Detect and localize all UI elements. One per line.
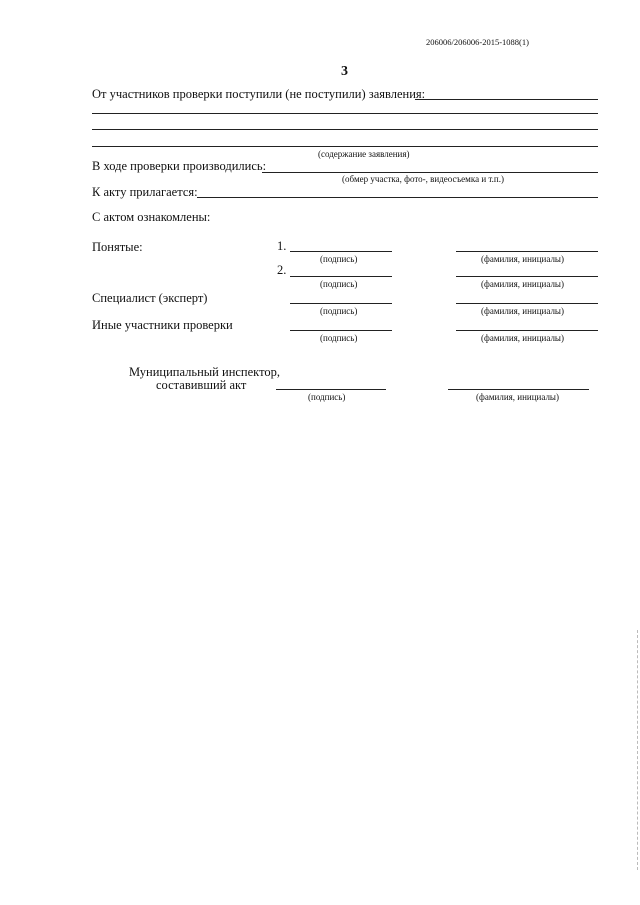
inspector-signature-line[interactable] bbox=[276, 389, 386, 390]
witness-number-2: 2. bbox=[277, 263, 287, 277]
inspector-label-line-1: Муниципальный инспектор, bbox=[129, 365, 280, 379]
witness-1-name-line[interactable] bbox=[456, 251, 598, 252]
others-label: Иные участники проверки bbox=[92, 318, 233, 332]
attached-label: К акту прилагается: bbox=[92, 185, 198, 199]
witness-2-name-line[interactable] bbox=[456, 276, 598, 277]
inspector-signature-caption: (подпись) bbox=[308, 392, 346, 402]
statements-field-line-1[interactable] bbox=[415, 99, 598, 100]
witness-1-signature-caption: (подпись) bbox=[320, 254, 358, 264]
specialist-name-line[interactable] bbox=[456, 303, 598, 304]
inspector-label-line-2: составивший акт bbox=[156, 378, 247, 392]
specialist-signature-line[interactable] bbox=[290, 303, 392, 304]
inspector-name-line[interactable] bbox=[448, 389, 589, 390]
statements-field-line-4[interactable] bbox=[92, 146, 598, 147]
witness-1-name-caption: (фамилия, инициалы) bbox=[481, 254, 564, 264]
witnesses-label: Понятые: bbox=[92, 240, 143, 254]
inspector-name-caption: (фамилия, инициалы) bbox=[476, 392, 559, 402]
document-id: 206006/206006-2015-1088(1) bbox=[426, 37, 529, 47]
witness-2-signature-caption: (подпись) bbox=[320, 279, 358, 289]
others-name-caption: (фамилия, инициалы) bbox=[481, 333, 564, 343]
others-signature-caption: (подпись) bbox=[320, 333, 358, 343]
scan-edge-mark bbox=[637, 630, 638, 870]
page-number: 3 bbox=[341, 64, 348, 79]
witness-1-signature-line[interactable] bbox=[290, 251, 392, 252]
statements-field-line-3[interactable] bbox=[92, 129, 598, 130]
acquainted-label: С актом ознакомлены: bbox=[92, 210, 211, 224]
during-check-label: В ходе проверки производились: bbox=[92, 159, 267, 173]
specialist-signature-caption: (подпись) bbox=[320, 306, 358, 316]
witness-2-name-caption: (фамилия, инициалы) bbox=[481, 279, 564, 289]
others-name-line[interactable] bbox=[456, 330, 598, 331]
statements-field-line-2[interactable] bbox=[92, 113, 598, 114]
statements-caption: (содержание заявления) bbox=[318, 149, 410, 159]
specialist-name-caption: (фамилия, инициалы) bbox=[481, 306, 564, 316]
attached-field-line[interactable] bbox=[197, 197, 598, 198]
witness-2-signature-line[interactable] bbox=[290, 276, 392, 277]
statements-label: От участников проверки поступили (не поступили) заявления: bbox=[92, 87, 426, 101]
others-signature-line[interactable] bbox=[290, 330, 392, 331]
during-check-caption: (обмер участка, фото-, видеосъемка и т.п.) bbox=[342, 174, 504, 184]
during-check-field-line[interactable] bbox=[262, 172, 598, 173]
specialist-label: Специалист (эксперт) bbox=[92, 291, 208, 305]
witness-number-1: 1. bbox=[277, 239, 287, 253]
